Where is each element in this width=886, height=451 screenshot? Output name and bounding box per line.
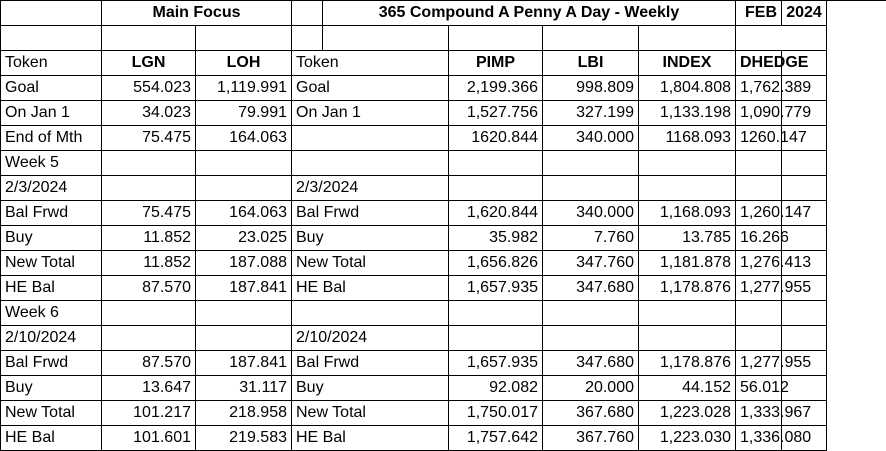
cell-blank[interactable] (543, 176, 639, 201)
value-cell[interactable]: 56.012 (736, 376, 782, 401)
row-label[interactable]: Token (292, 51, 449, 76)
row-label[interactable]: Buy (1, 376, 102, 401)
date-label[interactable]: 2/3/2024 (292, 176, 449, 201)
cell-blank[interactable] (782, 76, 827, 101)
value-cell[interactable]: 44.152 (639, 376, 736, 401)
cell-blank[interactable] (782, 126, 827, 151)
value-cell[interactable]: 101.217 (102, 401, 196, 426)
value-cell[interactable]: 1,178.876 (639, 276, 736, 301)
value-cell[interactable]: 187.088 (196, 251, 292, 276)
row-label[interactable]: Goal (292, 76, 449, 101)
value-cell[interactable]: 2,199.366 (449, 76, 543, 101)
week-label[interactable]: Week 5 (1, 151, 102, 176)
column-header-lgn[interactable]: LGN (102, 51, 196, 76)
date-label[interactable]: 2/3/2024 (1, 176, 102, 201)
value-cell[interactable]: 75.475 (102, 201, 196, 226)
row-label[interactable]: On Jan 1 (292, 101, 449, 126)
value-cell[interactable]: 13.647 (102, 376, 196, 401)
value-cell[interactable]: 1,119.991 (196, 76, 292, 101)
value-cell[interactable]: 11.852 (102, 226, 196, 251)
main-focus-heading[interactable]: Main Focus (102, 1, 292, 26)
cell-blank[interactable] (449, 326, 543, 351)
cell-blank[interactable] (782, 351, 827, 376)
value-cell[interactable]: 367.680 (543, 401, 639, 426)
row-label[interactable]: HE Bal (292, 276, 449, 301)
cell-blank[interactable] (196, 26, 292, 51)
row-label[interactable]: Buy (292, 226, 449, 251)
value-cell[interactable]: 347.760 (543, 251, 639, 276)
value-cell[interactable]: 347.680 (543, 276, 639, 301)
cell-blank[interactable] (543, 301, 639, 326)
row-label[interactable] (292, 126, 449, 151)
value-cell[interactable]: 16.266 (736, 226, 782, 251)
value-cell[interactable]: 13.785 (639, 226, 736, 251)
cell-blank[interactable] (782, 176, 827, 201)
date-label[interactable]: 2/10/2024 (1, 326, 102, 351)
value-cell[interactable]: 1,527.756 (449, 101, 543, 126)
value-cell[interactable]: 31.117 (196, 376, 292, 401)
value-cell[interactable]: 1,276.413 (736, 251, 782, 276)
cell-blank[interactable] (196, 176, 292, 201)
row-label[interactable]: On Jan 1 (1, 101, 102, 126)
cell-blank[interactable] (102, 151, 196, 176)
cell-blank[interactable] (102, 301, 196, 326)
value-cell[interactable]: 1260.147 (736, 126, 782, 151)
value-cell[interactable]: 327.199 (543, 101, 639, 126)
cell-blank[interactable] (196, 301, 292, 326)
year-cell[interactable]: 2024 (782, 1, 827, 26)
value-cell[interactable]: 1168.093 (639, 126, 736, 151)
cell-blank[interactable] (639, 176, 736, 201)
cell-blank[interactable] (639, 301, 736, 326)
value-cell[interactable]: 35.982 (449, 226, 543, 251)
cell-blank[interactable] (782, 376, 827, 401)
cell-blank[interactable] (736, 151, 782, 176)
column-header-pimp[interactable]: PIMP (449, 51, 543, 76)
cell-blank[interactable] (736, 301, 782, 326)
value-cell[interactable]: 347.680 (543, 351, 639, 376)
cell-blank[interactable] (102, 26, 196, 51)
value-cell[interactable]: 101.601 (102, 426, 196, 451)
cell-blank[interactable] (782, 201, 827, 226)
cell-blank[interactable] (292, 26, 323, 51)
row-label[interactable]: New Total (292, 401, 449, 426)
cell-blank[interactable] (782, 51, 827, 76)
row-label[interactable]: HE Bal (1, 276, 102, 301)
cell-blank[interactable] (543, 26, 639, 51)
cell-blank[interactable] (639, 26, 736, 51)
value-cell[interactable]: 20.000 (543, 376, 639, 401)
cell-blank[interactable] (782, 426, 827, 451)
value-cell[interactable]: 1,277.955 (736, 276, 782, 301)
value-cell[interactable]: 1,757.642 (449, 426, 543, 451)
cell-blank[interactable] (782, 226, 827, 251)
value-cell[interactable]: 1,620.844 (449, 201, 543, 226)
value-cell[interactable]: 164.063 (196, 126, 292, 151)
cell-blank[interactable] (292, 301, 449, 326)
cell-blank[interactable] (639, 151, 736, 176)
cell-blank[interactable] (736, 176, 782, 201)
value-cell[interactable]: 87.570 (102, 276, 196, 301)
row-label[interactable]: Buy (1, 226, 102, 251)
value-cell[interactable]: 1,223.028 (639, 401, 736, 426)
row-label[interactable]: Bal Frwd (1, 351, 102, 376)
value-cell[interactable]: 1,277.955 (736, 351, 782, 376)
row-label[interactable]: HE Bal (1, 426, 102, 451)
cell-blank[interactable] (449, 151, 543, 176)
value-cell[interactable]: 34.023 (102, 101, 196, 126)
value-cell[interactable]: 75.475 (102, 126, 196, 151)
value-cell[interactable]: 187.841 (196, 276, 292, 301)
value-cell[interactable]: 1,333.967 (736, 401, 782, 426)
value-cell[interactable]: 92.082 (449, 376, 543, 401)
cell-blank[interactable] (292, 151, 449, 176)
row-label[interactable]: Bal Frwd (292, 351, 449, 376)
value-cell[interactable]: 1,260.147 (736, 201, 782, 226)
cell-blank[interactable] (543, 151, 639, 176)
value-cell[interactable]: 87.570 (102, 351, 196, 376)
value-cell[interactable]: 1,656.826 (449, 251, 543, 276)
row-label[interactable]: New Total (1, 251, 102, 276)
cell-blank[interactable] (102, 176, 196, 201)
row-label[interactable]: New Total (292, 251, 449, 276)
cell-blank[interactable] (1, 1, 102, 26)
value-cell[interactable]: 1,133.198 (639, 101, 736, 126)
value-cell[interactable]: 367.760 (543, 426, 639, 451)
value-cell[interactable]: 7.760 (543, 226, 639, 251)
value-cell[interactable]: 1,804.808 (639, 76, 736, 101)
value-cell[interactable]: 1,181.878 (639, 251, 736, 276)
row-label[interactable]: HE Bal (292, 426, 449, 451)
row-label[interactable]: New Total (1, 401, 102, 426)
value-cell[interactable]: 340.000 (543, 126, 639, 151)
week-label[interactable]: Week 6 (1, 301, 102, 326)
row-label[interactable]: Goal (1, 76, 102, 101)
value-cell[interactable]: 11.852 (102, 251, 196, 276)
value-cell[interactable]: 23.025 (196, 226, 292, 251)
value-cell[interactable]: 218.958 (196, 401, 292, 426)
cell-blank[interactable] (736, 326, 782, 351)
value-cell[interactable]: 998.809 (543, 76, 639, 101)
date-label[interactable]: 2/10/2024 (292, 326, 449, 351)
value-cell[interactable]: 1,762.389 (736, 76, 782, 101)
column-header-lbi[interactable]: LBI (543, 51, 639, 76)
column-header-index[interactable]: INDEX (639, 51, 736, 76)
value-cell[interactable]: 1,168.093 (639, 201, 736, 226)
value-cell[interactable]: 1,657.935 (449, 351, 543, 376)
cell-blank[interactable] (782, 401, 827, 426)
value-cell[interactable]: 164.063 (196, 201, 292, 226)
column-header-dhedge[interactable]: DHEDGE (736, 51, 782, 76)
cell-blank[interactable] (782, 301, 827, 326)
compound-title-heading[interactable]: 365 Compound A Penny A Day - Weekly (323, 1, 736, 26)
cell-blank[interactable] (782, 151, 827, 176)
value-cell[interactable]: 1,657.935 (449, 276, 543, 301)
value-cell[interactable]: 340.000 (543, 201, 639, 226)
cell-blank[interactable] (1, 26, 102, 51)
cell-blank[interactable] (323, 26, 449, 51)
row-label[interactable]: End of Mth (1, 126, 102, 151)
cell-blank[interactable] (449, 301, 543, 326)
cell-blank[interactable] (292, 1, 323, 26)
value-cell[interactable]: 1,178.876 (639, 351, 736, 376)
month-cell[interactable]: FEB (736, 1, 782, 26)
value-cell[interactable]: 1,336.080 (736, 426, 782, 451)
row-label[interactable]: Token (1, 51, 102, 76)
value-cell[interactable]: 1,223.030 (639, 426, 736, 451)
cell-blank[interactable] (449, 26, 543, 51)
cell-blank[interactable] (639, 326, 736, 351)
cell-blank[interactable] (449, 176, 543, 201)
cell-blank[interactable] (782, 251, 827, 276)
row-label[interactable]: Buy (292, 376, 449, 401)
cell-blank[interactable] (782, 326, 827, 351)
cell-blank[interactable] (196, 326, 292, 351)
column-header-loh[interactable]: LOH (196, 51, 292, 76)
row-label[interactable]: Bal Frwd (292, 201, 449, 226)
value-cell[interactable]: 1620.844 (449, 126, 543, 151)
value-cell[interactable]: 79.991 (196, 101, 292, 126)
value-cell[interactable]: 1,090.779 (736, 101, 782, 126)
cell-blank[interactable] (736, 26, 827, 51)
value-cell[interactable]: 554.023 (102, 76, 196, 101)
cell-blank[interactable] (196, 151, 292, 176)
cell-blank[interactable] (782, 101, 827, 126)
cell-blank[interactable] (102, 326, 196, 351)
value-cell[interactable]: 187.841 (196, 351, 292, 376)
cell-blank[interactable] (782, 276, 827, 301)
cell-blank[interactable] (543, 326, 639, 351)
value-cell[interactable]: 219.583 (196, 426, 292, 451)
value-cell[interactable]: 1,750.017 (449, 401, 543, 426)
row-label[interactable]: Bal Frwd (1, 201, 102, 226)
